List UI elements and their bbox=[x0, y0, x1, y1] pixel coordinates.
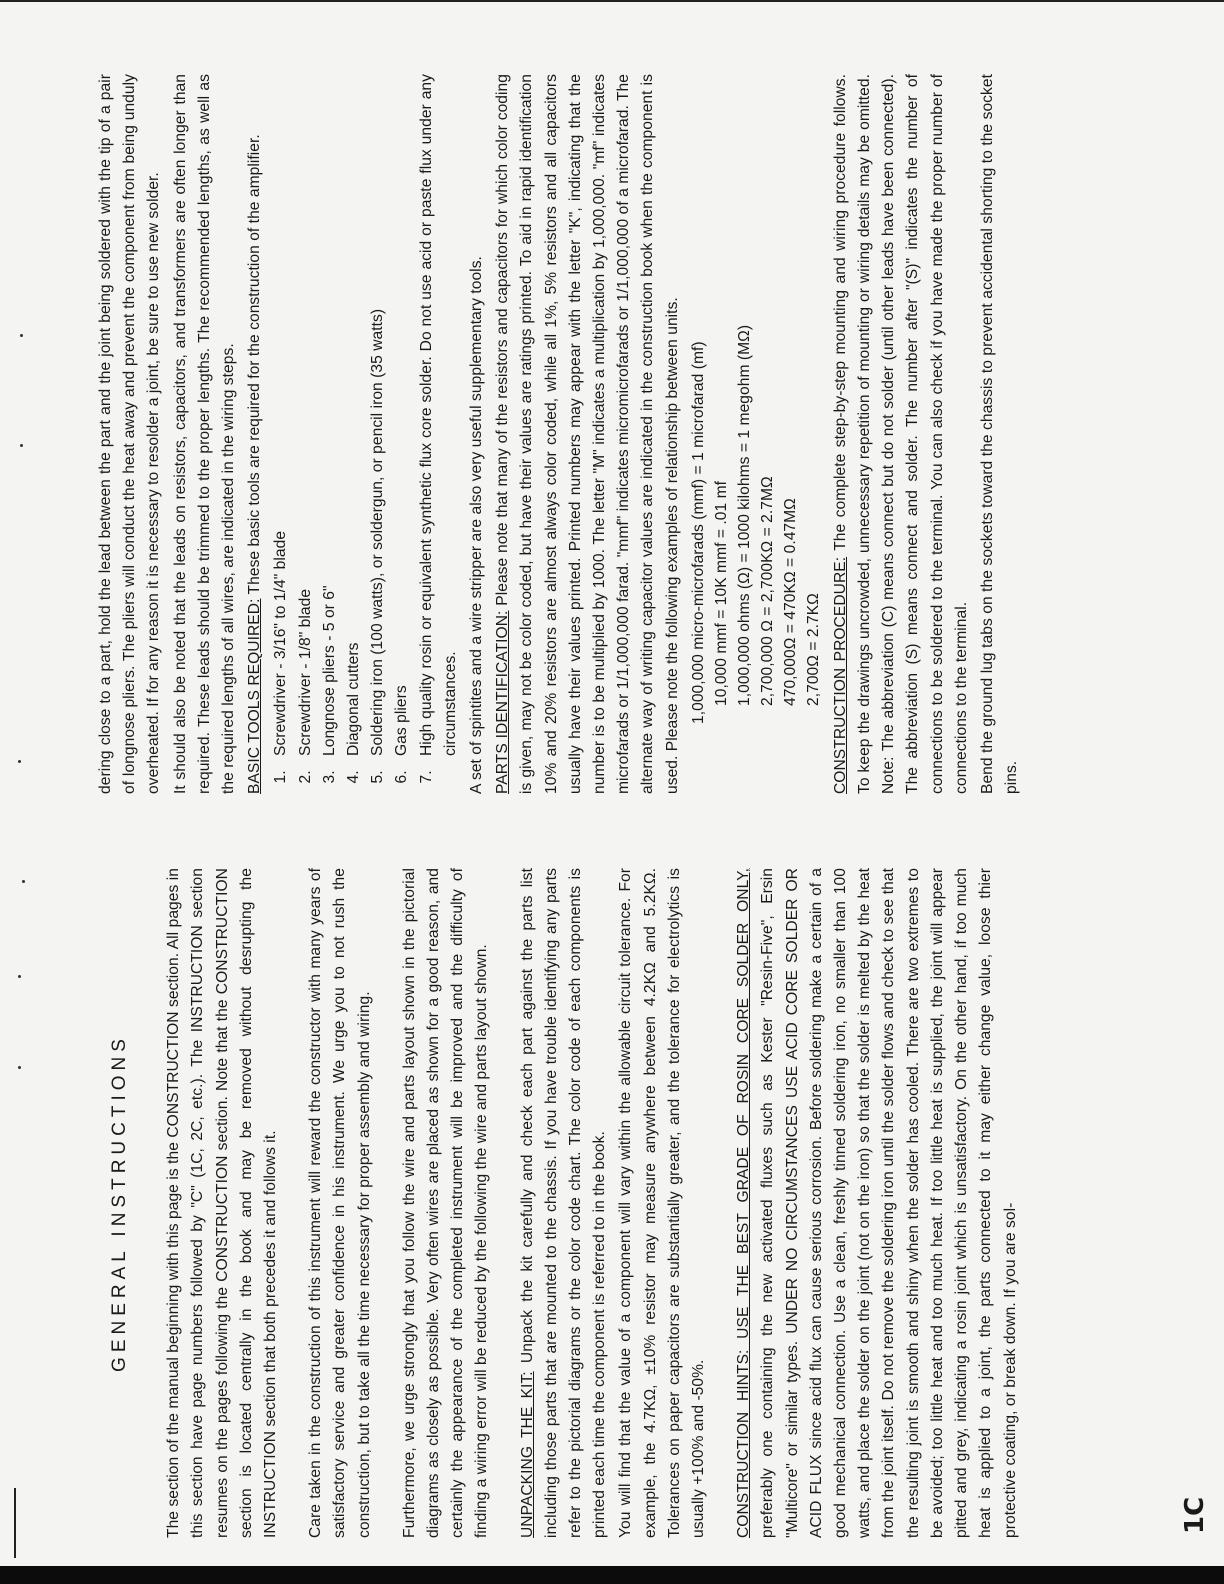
tools-intro-text: These basic tools are required for the construction of the amplifier. bbox=[246, 134, 264, 599]
list-item: 3. Longnose pliers - 5 or 6" bbox=[318, 74, 342, 766]
left-column bbox=[109, 868, 1044, 1538]
parts-paragraph bbox=[491, 74, 685, 794]
supplementary-tools: A set of spintites and a wire stripper are also very useful supplementary tools. bbox=[468, 256, 486, 794]
list-item: 7. High quality rosin or equivalent synthetic flux core solder. Do not use acid or paste flux under any circumstances. bbox=[415, 74, 463, 766]
unpacking-heading: UNPACKING THE KIT: bbox=[518, 1371, 536, 1538]
ground-lug-note: Bend the ground lug tabs on the sockets toward the chassis to prevent accidental shorting to the socket pins. bbox=[979, 74, 1021, 794]
unit-line: 10,000 mmf = 10K mmf = .01 mf bbox=[712, 480, 730, 706]
tools-intro bbox=[243, 74, 267, 794]
unit-line: 470,000Ω = 470KΩ = 0.47MΩ bbox=[781, 498, 799, 706]
layout-paragraph: Furthermore, we urge strongly that you follow the wire and parts layout shown in the pictorial diagrams as closely as possible. Very often wires are placed as shown for a good reason, and certainly the appearance of the completed instrument will be improved and the difficulty of finding a wiring error will be reduced by the following the wire and parts layout shown. bbox=[400, 868, 491, 1538]
parts-heading: PARTS IDENTIFICATION: bbox=[494, 610, 512, 794]
leads-paragraph: It should also be noted that the leads on resistors, capacitors, and transformers are often longer than required. These leads should be trimmed to the proper lengths. The recommended lengths, as well as the required lengths of all wires, are indicated in the wiring steps. bbox=[171, 74, 238, 794]
list-item: 6. Gas pliers bbox=[390, 74, 414, 766]
unit-examples bbox=[687, 74, 825, 724]
list-item: 2. Screwdriver - 1/8" blade bbox=[294, 74, 318, 766]
unit-line: 2,700Ω = 2.7KΩ bbox=[804, 593, 822, 706]
tools-heading: BASIC TOOLS REQUIRED: bbox=[246, 598, 264, 794]
tools-list bbox=[269, 74, 463, 794]
unit-line: 1,000,000 micro-microfarads (mmf) = 1 microfarad (mf) bbox=[689, 341, 707, 724]
procedure-paragraph bbox=[829, 74, 974, 794]
right-column bbox=[94, 74, 1046, 794]
care-paragraph: Care taken in the construction of this instrument will reward the constructor with many years of satisfactory service and greater confidence in his instrument. We urge you to not rush the construction, but to take all the time necessary for proper assembly and wiring. bbox=[307, 868, 373, 1538]
unit-line: 1,000,000 ohms (Ω) = 1000 kilohms = 1 megohm (MΩ) bbox=[735, 324, 753, 706]
unit-line: 2,700,000 Ω = 2,700KΩ = 2.7MΩ bbox=[758, 476, 776, 706]
procedure-heading: CONSTRUCTION PROCEDURE: bbox=[831, 556, 849, 794]
list-item: 1. Screwdriver - 3/16" to 1/4" blade bbox=[269, 74, 293, 766]
page-title: GENERAL INSTRUCTIONS bbox=[109, 1034, 130, 1372]
procedure-text: The complete step-by-step mounting and wiring procedure follows. To keep the drawings uncrowded, unnecessary repetition of mounting or wiring details may be omitted. Note: The abbreviation (C) means connect but do not solder (until other leads have been connected). The abbreviation (S) means connect and solder. The number after "(S)" indicates the number of connections to be soldered to the terminal. You can also check if you have made the proper number of connections to the terminal. bbox=[831, 74, 970, 794]
list-item: 4. Diagonal cutters bbox=[342, 74, 366, 766]
hints-text: preferably one containing the new activated fluxes such as Kester "Resin-Five", Ersin "Multicore" or similar types. UNDER NO CIRCUMSTANCES USE ACID CORE SOLDER OR ACID FLUX since acid flux can cause serious corrosion. Before soldering make a certain of a good mechanical connection. Use a clean, freshly tinned soldering iron, no smaller than 100 watts, and place the solder on the joint (not on the iron) so that the solder is melted by the heat from the joint itself. Do not remove the soldering iron until the solder flows and check to see that the resulting joint is smooth and shiny when the solder has cooled. There are two extremes to be avoided; too little heat and too much heat. If too little heat is supplied, the joint will appear pitted and grey, indicating a rosin joint which is unsatisfactory. On the other hand, if too much heat is applied to a joint, the parts connected to it may either change value, loose thier protective coating, or break down. If you are sol- bbox=[759, 868, 1019, 1538]
intro-paragraph: The section of the manual beginning with this page is the CONSTRUCTION section. All pages in this section have page numbers followed by "C" (1C, 2C, etc.). The INSTRUCTION section resumes on the pages following the CONSTRUCTION section. Note that the CONSTRUCTION section is located centrally in the book and may be removed without desrupting the INSTRUCTION section that both precedes it and follows it. bbox=[165, 868, 280, 1538]
unpacking-paragraph bbox=[516, 868, 613, 1538]
parts-text: Please note that many of the resistors and capacitors for which color coding is given, may not be color coded, but have their values are ratings printed. To aid in rapid identification 10% and 20% resistors are almost always color coded, while all 1%, 5% resistors and all capacitors usually have their values printed. Printed numbers may appear with the letter "K", indicating that the number is to be multiplied by 1000. The letter "M" indicates a multiplication by 1,000,000. "mf" indicates microfarads or 1/1,000,000 farad. "mmf" indicates micromicrofarads or 1/1,000,000 of a microfarad. The alternate way of writing capacitor values are indicated in the construction book when the component is used. Please note the following examples of relationship between units. bbox=[494, 74, 681, 794]
page-number: 1C bbox=[1180, 1496, 1210, 1534]
hints-heading: CONSTRUCTION HINTS: USE THE BEST GRADE OF ROSIN CORE SOLDER ONLY, bbox=[735, 868, 753, 1538]
hints-paragraph bbox=[732, 868, 1022, 1538]
list-item: 5. Soldering iron (100 watts), or soldergun, or pencil iron (35 watts) bbox=[366, 74, 390, 766]
tolerance-paragraph: You will find that the value of a component will vary within the allowable circuit tolerance. For example, the 4.7KΩ, ±10% resistor may measure anywhere between 4.2KΩ and 5.2KΩ. Tolerances on paper capacitors are substantially greater, and the tolerance for electrolytics is usually +100% and -50%. bbox=[617, 868, 708, 1538]
unpacking-text: Unpack the kit carefully and check each part against the parts list including those parts that are mounted to the chassis. If you have trouble identifying any parts refer to the pictorial diagrams or the color code chart. The color code of each components is printed each time the component is referred to in the book. bbox=[518, 868, 609, 1538]
soldering-continued: dering close to a part, hold the lead between the part and the joint being soldered with the tip of a pair of longnose pliers. The pliers will conduct the heat away and prevent the component from being unduly overheated. If for any reason it is necessary to resolder a joint, be sure to use new solder. bbox=[97, 74, 163, 794]
